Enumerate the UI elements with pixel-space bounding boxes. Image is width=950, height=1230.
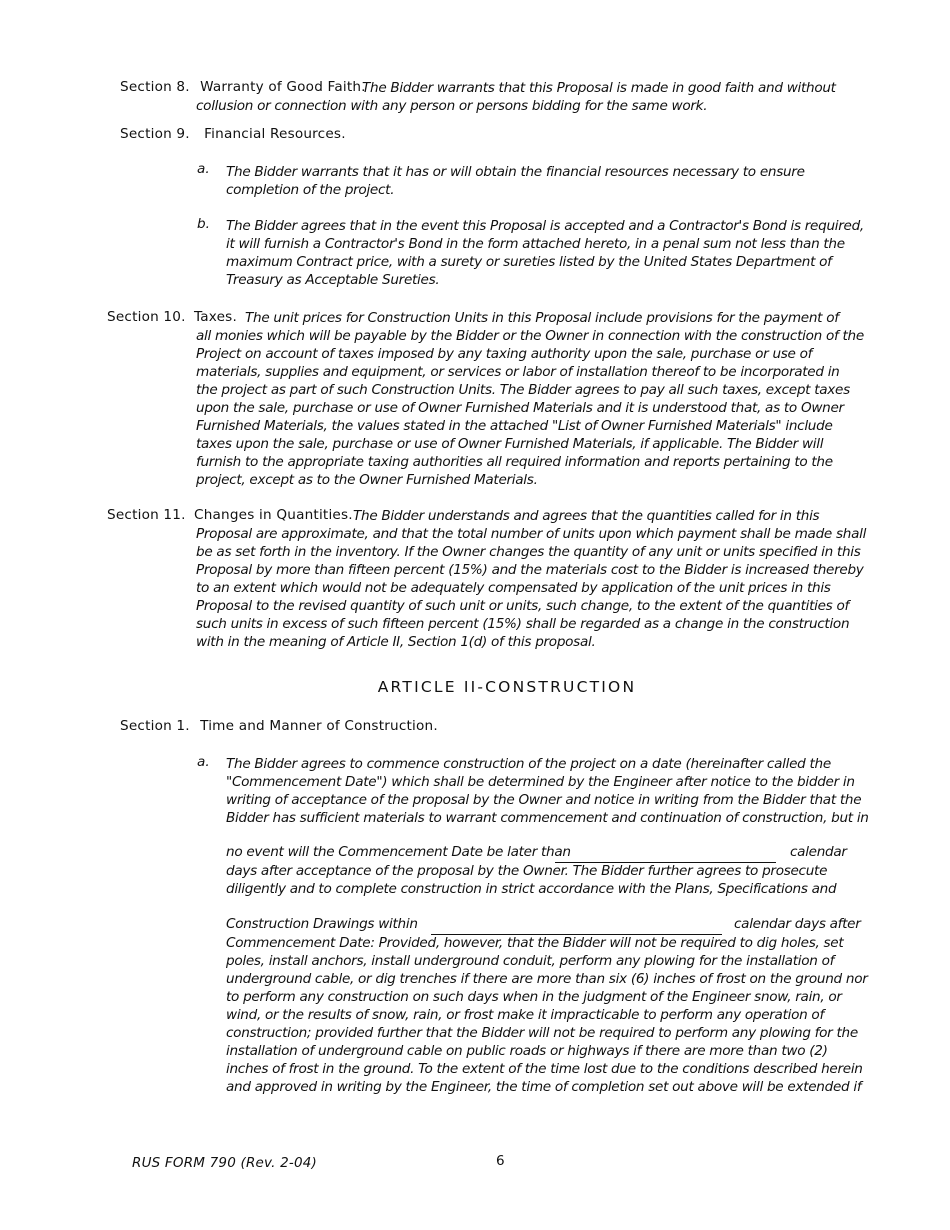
section-9-a-text bbox=[226, 163, 805, 199]
section-9-b-line: The Bidder agrees that in the event this Proposal is accepted and a Contractor's Bond is required, bbox=[226, 218, 864, 234]
section-10-line: upon the sale, purchase or use of Owner Furnished Materials and it is understood that, as to Owner bbox=[196, 400, 844, 416]
section-11 bbox=[107, 507, 186, 523]
section-9-b-text bbox=[226, 217, 864, 289]
commencement-days-unit: calendar bbox=[790, 844, 847, 860]
section-9-a-line: completion of the project. bbox=[226, 182, 395, 198]
section-11-line: to an extent which would not be adequately compensated by application of the unit prices in this bbox=[196, 580, 831, 596]
article2-a-line: inches of frost in the ground. To the extent of the time lost due to the conditions described herein bbox=[226, 1061, 863, 1077]
section-11-text-first bbox=[353, 507, 819, 525]
section-10-line: Furnished Materials, the values stated in the attached "List of Owner Furnished Materials" include bbox=[196, 418, 833, 434]
article2-a-line: The Bidder agrees to commence construction of the project on a date (hereinafter called the bbox=[226, 756, 831, 772]
section-10-title: Taxes. bbox=[194, 309, 237, 325]
section-8-title: Warranty of Good Faith. bbox=[200, 79, 366, 95]
section-8-line: The Bidder warrants that this Proposal is made in good faith and without bbox=[362, 80, 836, 96]
section-9-b-line: Treasury as Acceptable Sureties. bbox=[226, 272, 440, 288]
form-identifier: RUS FORM 790 (Rev. 2-04) bbox=[132, 1155, 318, 1171]
section-10 bbox=[107, 309, 186, 325]
article2-a-line: to perform any construction on such days when in the judgment of the Engineer snow, rain, or bbox=[226, 989, 842, 1005]
section-10-line: The unit prices for Construction Units in this Proposal include provisions for the payment of bbox=[245, 310, 839, 326]
section-11-line: with in the meaning of Article II, Section 1(d) of this proposal. bbox=[196, 634, 596, 650]
section-11-line: Proposal to the revised quantity of such unit or units, such change, to the extent of the quantities of bbox=[196, 598, 849, 614]
article2-a-line: wind, or the results of snow, rain, or frost make it impracticable to perform any operation of bbox=[226, 1007, 824, 1023]
article2-section-1-title: Time and Manner of Construction. bbox=[200, 718, 438, 734]
completion-deadline-text: Construction Drawings within bbox=[226, 916, 418, 932]
section-10-line: taxes upon the sale, purchase or use of Owner Furnished Materials, if applicable. The Bidder will bbox=[196, 436, 824, 452]
section-11-line: Proposal are approximate, and that the total number of units upon which payment shall be made shall bbox=[196, 526, 867, 542]
article2-section-1 bbox=[120, 718, 438, 734]
page-number: 6 bbox=[496, 1153, 505, 1169]
section-8-text-cont bbox=[196, 97, 707, 115]
article2-section-1-label: Section 1. bbox=[120, 718, 190, 734]
section-10-line: Project on account of taxes imposed by any taxing authority upon the sale, purchase or use of bbox=[196, 346, 813, 362]
section-10-line: project, except as to the Owner Furnished Materials. bbox=[196, 472, 538, 488]
article-heading: ARTICLE II-CONSTRUCTION bbox=[377, 678, 637, 696]
section-11-text bbox=[196, 525, 866, 651]
section-9-b-marker: b. bbox=[197, 216, 210, 232]
section-9-b-line: it will furnish a Contractor's Bond in the form attached hereto, in a penal sum not less than the bbox=[226, 236, 845, 252]
section-9-title: Financial Resources. bbox=[204, 126, 346, 142]
section-9-a-marker: a. bbox=[197, 161, 210, 177]
section-11-label: Section 11. bbox=[107, 507, 186, 523]
section-9-b-line: maximum Contract price, with a surety or sureties listed by the United States Department of bbox=[226, 254, 832, 270]
article2-section-1-a-marker: a. bbox=[197, 754, 210, 770]
article2-section-1-a-text-2 bbox=[226, 862, 836, 898]
section-9 bbox=[120, 126, 346, 142]
section-8-line: collusion or connection with any person or persons bidding for the same work. bbox=[196, 98, 708, 114]
section-10-line: furnish to the appropriate taxing authorities all required information and reports pertaining to the bbox=[196, 454, 833, 470]
article2-section-1-a-text bbox=[226, 755, 869, 827]
article2-a-line: installation of underground cable on public roads or highways if there are more than two (2) bbox=[226, 1043, 828, 1059]
section-8-text bbox=[362, 79, 836, 97]
article2-a-line: Commencement Date: Provided, however, that the Bidder will not be required to dig holes, set bbox=[226, 935, 844, 951]
article2-a-line: "Commencement Date") which shall be determined by the Engineer after notice to the bidder in bbox=[226, 774, 855, 790]
article2-a-line: diligently and to complete construction in strict accordance with the Plans, Specifications and bbox=[226, 881, 837, 897]
section-10-line: all monies which will be payable by the Bidder or the Owner in connection with the construction of the bbox=[196, 328, 864, 344]
section-10-line: the project as part of such Construction Units. The Bidder agrees to pay all such taxes, except taxes bbox=[196, 382, 850, 398]
article2-a-line: and approved in writing by the Engineer, the time of completion set out above will be extended if bbox=[226, 1079, 862, 1095]
section-10-label: Section 10. bbox=[107, 309, 186, 325]
section-8 bbox=[120, 79, 366, 95]
section-10-line: materials, supplies and equipment, or services or labor of installation thereof to be incorporated in bbox=[196, 364, 840, 380]
article2-a-line: Bidder has sufficient materials to warrant commencement and continuation of construction, but in bbox=[226, 810, 869, 826]
section-9-label: Section 9. bbox=[120, 126, 190, 142]
section-8-label: Section 8. bbox=[120, 79, 190, 95]
section-11-line: The Bidder understands and agrees that the quantities called for in this bbox=[353, 508, 820, 524]
section-9-a-line: The Bidder warrants that it has or will obtain the financial resources necessary to ensure bbox=[226, 164, 805, 180]
article2-section-1-a-text-3 bbox=[226, 934, 868, 1096]
article2-a-line: poles, install anchors, install underground conduit, perform any plowing for the installation of bbox=[226, 953, 835, 969]
commencement-deadline-text: no event will the Commencement Date be later than bbox=[226, 844, 571, 860]
article2-a-line: construction; provided further that the Bidder will not be required to perform any plowing for the bbox=[226, 1025, 858, 1041]
article2-a-line: days after acceptance of the proposal by the Owner. The Bidder further agrees to prosecute bbox=[226, 863, 828, 879]
section-10-text-first bbox=[245, 309, 839, 327]
completion-days-unit: calendar days after bbox=[734, 916, 861, 932]
article2-a-line: underground cable, or dig trenches if there are more than six (6) inches of frost on the ground nor bbox=[226, 971, 868, 987]
section-11-line: such units in excess of such fifteen percent (15%) shall be regarded as a change in the construction bbox=[196, 616, 850, 632]
section-10-text bbox=[196, 327, 864, 489]
section-11-title: Changes in Quantities. bbox=[194, 507, 353, 523]
article2-a-line: writing of acceptance of the proposal by the Owner and notice in writing from the Bidder that the bbox=[226, 792, 862, 808]
section-11-line: Proposal by more than fifteen percent (15%) and the materials cost to the Bidder is increased thereby bbox=[196, 562, 864, 578]
section-11-line: be as set forth in the inventory. If the Owner changes the quantity of any unit or units specified in this bbox=[196, 544, 861, 560]
